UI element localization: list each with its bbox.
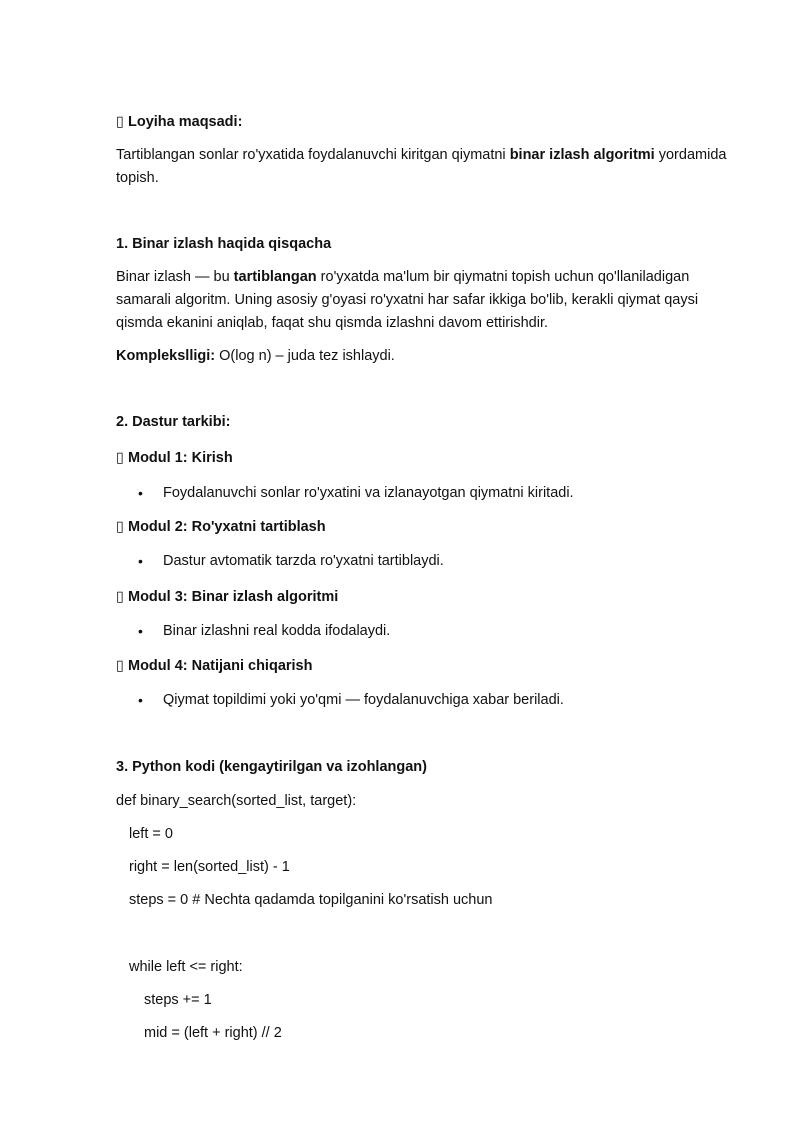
goal-text-bold: binar izlash algoritmi xyxy=(509,147,655,163)
module-1-item: Foydalanuvchi sonlar ro'yxatini va izlanayotgan qiymatni kiritadi. xyxy=(163,485,574,501)
section-2-heading: 2. Dastur tarkibi: xyxy=(116,414,231,430)
complexity-value: O(log n) – juda tez ishlaydi. xyxy=(215,348,395,364)
module-2-title xyxy=(116,517,326,537)
section-1-heading: 1. Binar izlash haqida qisqacha xyxy=(116,236,332,252)
goal-heading-text: Loyiha maqsadi: xyxy=(127,114,243,130)
code-line: steps += 1 xyxy=(144,992,212,1008)
s1-text-post: ro'yxatda ma'lum bir qiymatni topish uchun qo'llaniladigan xyxy=(316,269,690,285)
module-3-title-text: Modul 3: Binar izlash algoritmi xyxy=(127,589,339,605)
bullet-icon: • xyxy=(138,623,143,639)
complexity-line xyxy=(116,346,395,366)
module-4-item: Qiymat topildimi yoki yo'qmi — foydalanuvchiga xabar beriladi. xyxy=(163,692,564,708)
goal-paragraph-line-1 xyxy=(116,145,726,165)
module-2-title-text: Modul 2: Ro'yxatni tartiblash xyxy=(127,519,326,535)
bullet-icon: • xyxy=(138,553,143,569)
goal-text-pre: Tartiblangan sonlar ro'yxatida foydalanuvchi kiritgan qiymatni xyxy=(116,147,510,163)
bullet-icon: • xyxy=(138,692,143,708)
goal-paragraph-line-2: topish. xyxy=(116,170,159,186)
goal-heading xyxy=(116,112,242,132)
module-3-title xyxy=(116,587,338,607)
module-3-item: Binar izlashni real kodda ifodalaydi. xyxy=(163,623,391,639)
box-glyph-icon: ▯ xyxy=(116,114,124,130)
box-glyph-icon: ▯ xyxy=(116,519,124,535)
section-1-line-3: qismda ekanini aniqlab, faqat shu qismda izlashni davom ettirishdir. xyxy=(116,315,549,331)
module-4-title xyxy=(116,656,312,676)
s1-text-pre: Binar izlash — bu xyxy=(116,269,234,285)
section-3-heading: 3. Python kodi (kengaytirilgan va izohlangan) xyxy=(116,759,427,775)
goal-text-post: yordamida xyxy=(654,147,727,163)
module-2-item: Dastur avtomatik tarzda ro'yxatni tartiblaydi. xyxy=(163,553,444,569)
code-line: left = 0 xyxy=(129,826,173,842)
code-line: steps = 0 # Nechta qadamda topilganini ko'rsatish uchun xyxy=(129,892,493,908)
section-1-line-1 xyxy=(116,267,689,287)
s1-text-bold: tartiblangan xyxy=(233,269,317,285)
box-glyph-icon: ▯ xyxy=(116,450,124,466)
code-line: while left <= right: xyxy=(129,959,243,975)
section-1-line-2: samarali algoritm. Uning asosiy g'oyasi ro'yxatni har safar ikkiga bo'lib, kerakli qiymat qaysi xyxy=(116,292,699,308)
complexity-label: Komplekslligi: xyxy=(116,348,216,364)
box-glyph-icon: ▯ xyxy=(116,658,124,674)
module-1-title-text: Modul 1: Kirish xyxy=(127,450,233,466)
code-line: def binary_search(sorted_list, target): xyxy=(116,793,357,809)
code-line: right = len(sorted_list) - 1 xyxy=(129,859,290,875)
module-4-title-text: Modul 4: Natijani chiqarish xyxy=(127,658,313,674)
bullet-icon: • xyxy=(138,485,143,501)
code-line: mid = (left + right) // 2 xyxy=(144,1025,282,1041)
module-1-title xyxy=(116,448,233,468)
box-glyph-icon: ▯ xyxy=(116,589,124,605)
